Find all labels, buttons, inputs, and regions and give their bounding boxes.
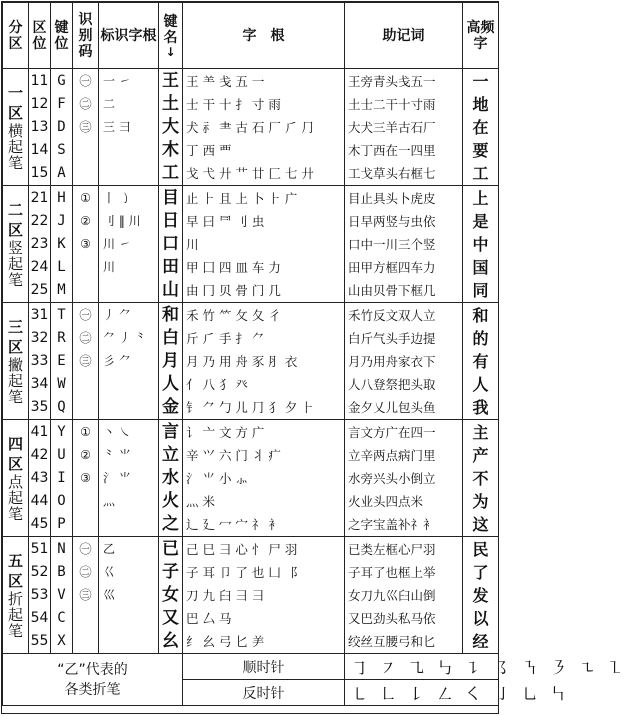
key-name: 土 [162,93,179,114]
freq-char: 以 [472,608,489,628]
id-root-column [99,420,159,537]
key-name: 女 [162,584,179,605]
mnemonic-column [345,69,463,186]
mnemonic: 绞丝互腰弓和匕 [348,633,436,649]
zone-name: 一区 [7,84,23,122]
id-root: 一 ㇀ [103,73,131,88]
key-letter-column [51,420,73,537]
id-root-column [99,303,159,420]
freq-char: 为 [472,491,489,511]
freq-char: 这 [472,514,489,534]
root-list: 氵 ⺌ 小 ⺗ [186,470,248,486]
key-name: 言 [162,421,179,442]
footer-cw-label: 顺时针 [183,654,345,680]
id-root: 氵 ⺌ [103,470,131,485]
zone-code: 24 [30,258,49,275]
key-letter: R [57,329,66,346]
zone-desc-char: 横 [7,122,23,140]
key-letter: E [57,352,66,369]
key-letter: C [57,609,66,626]
zone-code: 41 [30,423,49,440]
root-list: 钅 ⺈ 勹 儿 ⺆ 犭 夕 ⺊ [186,399,314,415]
key-name-column [159,420,183,537]
footer-label-line2: 各类折笔 [64,681,121,698]
id-code-column [73,69,99,186]
id-code [73,396,98,419]
freq-char: 产 [472,445,489,465]
zone-cell [3,69,29,186]
zone-code-column [29,303,51,420]
freq-char: 民 [472,539,489,559]
zone-name: 四区 [7,435,23,473]
mnemonic: 之字宝盖补礻衤 [348,516,436,532]
zone-row [3,186,499,303]
id-root-column [99,69,159,186]
id-code: ㊁ [79,330,92,345]
header-freq: 高频字 [463,3,499,69]
key-name: 目 [162,187,179,208]
id-root: 巛 [103,587,116,602]
root-list: 止 ⺊ 且 上 卜 ⺊ 广 [186,190,298,206]
id-root: 灬 [103,493,116,508]
id-code [73,607,98,630]
mnemonic: 土士二干十寸雨 [348,96,436,112]
freq-char: 工 [472,163,489,183]
key-name: 火 [162,490,179,511]
key-name: 山 [162,279,179,300]
zone-code-column [29,537,51,654]
key-letter: B [57,563,66,580]
key-name-column [159,537,183,654]
zone-cell [3,537,29,654]
id-code [73,373,98,396]
zone-desc-char: 笔 [7,154,23,172]
id-root [99,139,158,162]
key-name: 之 [162,513,179,534]
footer-cw-strokes: ㇆ ㇇ ㇈ ㇉ ㇊ ㇌ ㇎ ㇋ ㇍ ㇅ [345,654,499,680]
id-root: 巜 [103,564,116,579]
mnemonic: 水旁兴头小倒立 [348,470,436,486]
root-list: 己 巳 ⺕ 心 忄 尸 羽 [186,541,298,557]
key-name-column [159,186,183,303]
mnemonic: 禾竹反文双人立 [348,307,436,323]
mnemonic: 火业头四点米 [348,493,424,509]
freq-char-column [463,303,499,420]
zone-code: 44 [30,492,49,509]
header-roots: 字 根 [183,3,345,69]
key-letter: V [57,586,66,603]
key-letter: N [57,540,66,557]
zone-row [3,420,499,537]
root-list: 纟 幺 弓 匕 ⺶ [186,633,265,649]
zone-code: 22 [30,212,49,229]
mnemonic: 又巴劲头私马依 [348,610,436,626]
mnemonic: 金夕乂儿包头鱼 [348,399,436,415]
root-list: 川 [186,236,199,252]
freq-char: 中 [472,234,489,254]
mnemonic: 日早两竖与虫依 [348,213,436,229]
root-list: 子 耳 卩 了 也 凵 ⻏ [186,564,298,580]
freq-char: 和 [472,305,489,325]
id-root: 乙 [103,541,116,556]
root-list: 月 乃 用 舟 豕 ⺼ 衣 [186,353,298,369]
id-code: ㊂ [79,119,92,134]
zone-code: 13 [30,118,49,135]
key-name: 口 [162,233,179,254]
root-list-column [183,186,345,303]
zone-desc-char: 笔 [7,388,23,406]
freq-char: 有 [472,351,489,371]
id-code: ③ [80,236,91,251]
key-letter-column [51,186,73,303]
key-letter-column [51,537,73,654]
zone-desc-char: 起 [7,372,23,390]
id-code: ② [80,213,91,228]
zone-code: 34 [30,375,49,392]
wubi-root-chart [1,1,627,714]
id-code [73,256,98,279]
key-name: 人 [162,373,179,394]
zone-name: 二区 [7,201,23,239]
zone-desc-char: 起 [7,138,23,156]
zone-code: 53 [30,586,49,603]
zone-row [3,537,499,654]
zone-desc-char: 笔 [7,622,23,640]
root-list-column [183,537,345,654]
id-code-column [73,420,99,537]
key-name-column [159,303,183,420]
zone-code: 21 [30,189,49,206]
mnemonic: 木丁西在一四里 [348,142,436,158]
freq-char: 主 [472,422,489,442]
id-root: 丿 ⺈ [103,307,131,322]
root-list: 斤 ⺁ 手 扌 ⺈ [186,330,265,346]
id-code [73,139,98,162]
key-letter: O [57,492,66,509]
header-id-code: 识别码 [73,3,99,69]
zone-code: 25 [30,281,49,298]
freq-char: 在 [472,117,489,137]
id-code: ㊂ [79,587,92,602]
freq-char: 不 [472,468,489,488]
id-code-column [73,303,99,420]
root-list-column [183,69,345,186]
freq-char: 一 [472,71,489,91]
freq-char: 国 [472,257,489,277]
key-letter: W [57,375,66,392]
zone-desc-char: 撇 [7,356,23,374]
footer-ccw-strokes: ㇄ ㇗ ㇙ ㇜ ㇛ ㇚ ㇟ ㇞ [345,680,499,706]
key-letter: A [57,164,66,181]
id-code [73,630,98,653]
freq-char: 经 [472,631,489,651]
zone-row [3,303,499,420]
freq-char: 我 [472,397,489,417]
mnemonic: 大犬三羊古石厂 [348,119,436,135]
mnemonic: 工戈草头右框七 [348,165,436,181]
freq-char: 上 [472,188,489,208]
header-mnemonic: 助记词 [345,3,463,69]
mnemonic-column [345,303,463,420]
zone-code: 42 [30,446,49,463]
root-list-column [183,420,345,537]
id-root: 二 [103,96,116,111]
key-name: 田 [162,256,179,277]
root-list: 犬 ⺬ ⺻ 古 石 厂 ⺁ ⺆ [186,119,314,135]
key-name-column [159,69,183,186]
freq-char: 了 [472,562,489,582]
key-letter: L [57,258,66,275]
id-root-column [99,537,159,654]
mnemonic: 目止具头卜虎皮 [348,190,436,206]
zone-code: 54 [30,609,49,626]
key-letter-column [51,303,73,420]
zone-code: 14 [30,141,49,158]
mnemonic-column [345,186,463,303]
key-letter: S [57,141,66,158]
freq-char-column [463,537,499,654]
id-code [73,490,98,513]
footer-row-cw [3,654,499,680]
footer-ccw-label: 反时针 [183,680,345,706]
header-key-name [159,3,183,69]
zone-name: 三区 [7,318,23,356]
zone-code-column [29,69,51,186]
root-list: 甲 囗 四 皿 车 力 [186,259,281,275]
key-letter: X [57,632,66,649]
zone-desc-char: 起 [7,606,23,624]
id-code: ① [80,424,91,439]
key-name: 王 [162,70,179,91]
key-letter: Q [57,398,66,415]
id-root: 三 ⺕ [103,119,131,134]
mnemonic-column [345,420,463,537]
root-list: 辛 ⺍ 六 门 丬 疒 [186,447,281,463]
zone-code: 31 [30,306,49,323]
key-name: 幺 [162,630,179,651]
zone-code: 15 [30,164,49,181]
root-list: 禾 竹 ⺮ 攵 夂 彳 [186,307,281,323]
freq-char-column [463,69,499,186]
id-code: ㊀ [79,307,92,322]
key-letter: K [57,235,66,252]
id-code [73,162,98,185]
zone-code: 11 [30,72,49,89]
freq-char: 同 [472,280,489,300]
zone-name: 五区 [7,552,23,590]
root-list: 由 冂 贝 骨 门 几 [186,282,281,298]
mnemonic: 已类左框心尸羽 [348,541,436,557]
header-zone: 分区 [3,3,29,69]
freq-char: 要 [472,140,489,160]
mnemonic: 子耳了也框上举 [348,564,436,580]
id-root: 丨 ㇁ [103,190,131,205]
key-letter: H [57,189,66,206]
zone-code: 51 [30,540,49,557]
zone-desc-char: 竖 [7,239,23,257]
zone-desc-char: 折 [7,590,23,608]
root-list: 辶 廴 冖 宀 礻 衤 [186,516,281,532]
id-root [99,396,158,419]
id-root: 彡 ⺈ [103,353,131,368]
zone-code: 32 [30,329,49,346]
id-code-column [73,186,99,303]
mnemonic: 人八登祭把头取 [348,376,436,392]
zone-code: 52 [30,563,49,580]
freq-char: 是 [472,211,489,231]
freq-char: 人 [472,374,489,394]
root-table [2,2,627,706]
key-name: 水 [162,467,179,488]
id-root: ⺀ ⺌ [103,447,131,462]
root-list: 丁 西 覀 [186,142,232,158]
key-letter: J [57,212,66,229]
id-root [99,162,158,185]
root-list: 巴 厶 马 [186,610,232,626]
id-root [99,513,158,536]
id-code-column [73,537,99,654]
freq-char-column [463,186,499,303]
zone-desc-char: 笔 [7,271,23,289]
zone-code: 43 [30,469,49,486]
freq-char-column [463,420,499,537]
key-letter: T [57,306,66,323]
mnemonic: 山由贝骨下框几 [348,282,436,298]
header-key-pos: 键位 [51,3,73,69]
key-name: 金 [162,396,179,417]
mnemonic: 口中一川三个竖 [348,236,436,252]
id-root: 刂 ‖ 川 [103,213,141,228]
root-list: 灬 米 [186,493,215,509]
id-code: ③ [80,470,91,485]
mnemonic: 白斤气头手边提 [348,330,436,346]
key-letter: P [57,515,66,532]
root-list: 早 曰 ⺜ 刂 虫 [186,213,265,229]
id-code: ㊀ [79,73,92,88]
footer-label-line1: “乙”代表的 [57,661,128,678]
zone-code-column [29,186,51,303]
id-code [73,513,98,536]
key-letter: G [57,72,66,89]
root-list: 戈 弋 廾 艹 廿 匚 七 ⼶ [186,165,314,181]
root-list-column [183,303,345,420]
root-list: 士 干 十 ⺘ 寸 雨 [186,96,281,112]
mnemonic: 王旁青头戋五一 [348,73,436,89]
zone-cell [3,420,29,537]
id-root [99,630,158,653]
zone-code: 12 [30,95,49,112]
id-code [73,279,98,302]
key-name: 大 [162,116,179,137]
zone-code: 55 [30,632,49,649]
header-id-roots: 标识字根 [99,3,159,69]
key-name: 又 [162,607,179,628]
id-root: 川 [103,259,116,274]
root-list: 讠 亠 文 方 广 [186,424,265,440]
id-root [99,607,158,630]
freq-char: 地 [472,94,489,114]
root-list: 亻 八 ⺨ 癶 [186,376,248,392]
id-code: ② [80,447,91,462]
id-code: ① [80,190,91,205]
key-letter-column [51,69,73,186]
mnemonic: 女刀九巛臼山倒 [348,587,436,603]
key-name: 工 [162,162,179,183]
mnemonic: 立辛两点病门里 [348,447,436,463]
zone-code: 35 [30,398,49,415]
key-name: 已 [162,538,179,559]
id-root: 川 ㇀ [103,236,131,251]
key-letter: F [57,95,66,112]
root-list: 王 ⺷ 戋 五 一 [186,73,265,89]
zone-desc-char: 笔 [7,505,23,523]
id-root [99,373,158,396]
key-letter: D [57,118,66,135]
footer-label [3,654,183,706]
down-arrow-icon: ↓ [165,44,176,59]
mnemonic: 月乃用舟家衣下 [348,353,436,369]
id-root [99,279,158,302]
id-code: ㊂ [79,353,92,368]
key-letter: M [57,281,66,298]
freq-char: 发 [472,585,489,605]
key-name: 月 [162,350,179,371]
id-code: ㊀ [79,541,92,556]
header-key-name-text: 键名 [163,13,178,46]
zone-code-column [29,420,51,537]
root-list: 刀 九 臼 ⺕ 彐 [186,587,265,603]
zone-desc-char: 起 [7,255,23,273]
key-letter: Y [57,423,66,440]
id-root: ⺈ 丿 ⺀ [103,330,147,345]
zone-row [3,69,499,186]
freq-char: 的 [472,328,489,348]
zone-desc-char: 起 [7,489,23,507]
zone-code: 45 [30,515,49,532]
zone-cell [3,186,29,303]
key-letter: I [57,469,66,486]
key-name: 和 [162,304,179,325]
key-name: 日 [162,210,179,231]
id-root-column [99,186,159,303]
key-name: 立 [162,444,179,465]
header-zone-pos: 区位 [29,3,51,69]
mnemonic: 田甲方框四车力 [348,259,436,275]
key-name: 子 [162,561,179,582]
id-code: ㊁ [79,96,92,111]
zone-code: 23 [30,235,49,252]
mnemonic-column [345,537,463,654]
mnemonic: 言文方广在四一 [348,424,436,440]
key-name: 白 [162,327,179,348]
id-root: 丶 ㇏ [103,424,131,439]
zone-code: 33 [30,352,49,369]
zones-body [3,69,499,654]
zone-cell [3,303,29,420]
key-name: 木 [162,139,179,160]
zone-desc-char: 点 [7,473,23,491]
header-row [3,3,499,69]
key-letter: U [57,446,66,463]
id-code: ㊁ [79,564,92,579]
